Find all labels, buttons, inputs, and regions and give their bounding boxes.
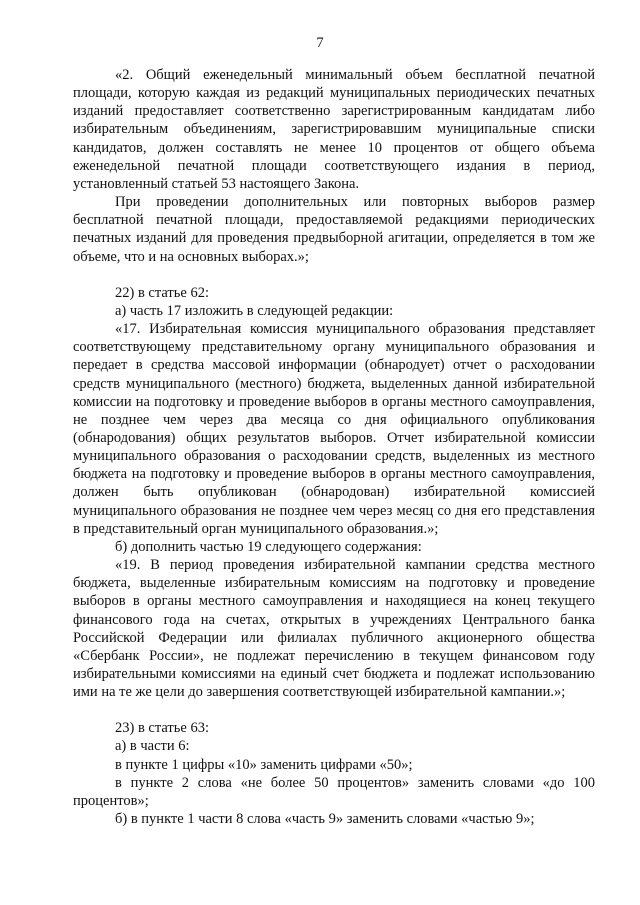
paragraph-item-22-b: б) дополнить частью 19 следующего содержания: [115, 538, 422, 555]
paragraph-spacer [73, 701, 595, 719]
document-body [73, 66, 595, 828]
paragraph-item-22: 22) в статье 62: [115, 284, 209, 301]
paragraph-item-22-a: а) часть 17 изложить в следующей редакции: [115, 302, 394, 319]
paragraph-item-23: 23) в статье 63: [115, 720, 209, 737]
paragraph-part-19: «19. В период проведения избирательной кампании средства местного бюджета, выделенные избирательным комиссиям на подготовку и проведение выборов в органы местного самоуправления и находящиеся на конец текущего финансового года на счетах, открытых в учреждениях Центрального банка Российской Федерации или филиалах публичного акционерного общества «Сбербанк России», не подлежат перечислению в текущем финансовом году избирательными комиссиями на единый счет бюджета и подлежат использованию ими на те же цели до завершения соответствующей избирательной кампании.»; [73, 557, 595, 701]
paragraph-point-2: в пункте 2 слова «не более 50 процентов» заменить словами «до 100 процентов»; [73, 774, 595, 809]
paragraph-additional-elections: При проведении дополнительных или повторных выборов размер бесплатной печатной площади, предоставляемой редакциями периодических печатных изданий для проведения предвыборной агитации, определяется в том же объеме, что и на основных выборах.»; [73, 194, 595, 265]
paragraph-part-17: «17. Избирательная комиссия муниципального образования представляет соответствующему представительному органу муниципального образования и передает в средства массовой информации (обнародует) отчет о расходовании средств муниципального (местного) бюджета, выделенных данной избирательной комиссии на подготовку и проведение выборов в органы местного самоуправления, не позднее чем через два месяца со дня официального опубликования (обнародования) общих результатов выборов. Отчет избирательной комиссии муниципального образования о расходовании средств, выделенных из местного бюджета на подготовку и проведение выборов в органы местного самоуправления, должен быть опубликован (обнародован) избирательной комиссией муниципального образования не позднее чем через месяц со дня его представления в представительный орган муниципального образования.»; [73, 321, 595, 537]
paragraph-item-23-a: а) в части 6: [115, 738, 190, 755]
paragraph-part-2: «2. Общий еженедельный минимальный объем бесплатной печатной площади, которую каждая из редакций муниципальных периодических печатных изданий предоставляет соответственно зарегистрированным кандидатам либо избирательным объединениям, зарегистрировавшим муниципальные списки кандидатов, должен составлять не менее 10 процентов от общего объема еженедельной печатной площади соответствующего издания в период, установленный статьей 53 настоящего Закона. [73, 67, 595, 192]
paragraph-point-1: в пункте 1 цифры «10» заменить цифрами «50»; [115, 756, 413, 773]
paragraph-spacer [73, 266, 595, 284]
paragraph-item-23-b: б) в пункте 1 части 8 слова «часть 9» заменить словами «частью 9»; [115, 811, 535, 828]
page-number: 7 [316, 35, 324, 51]
